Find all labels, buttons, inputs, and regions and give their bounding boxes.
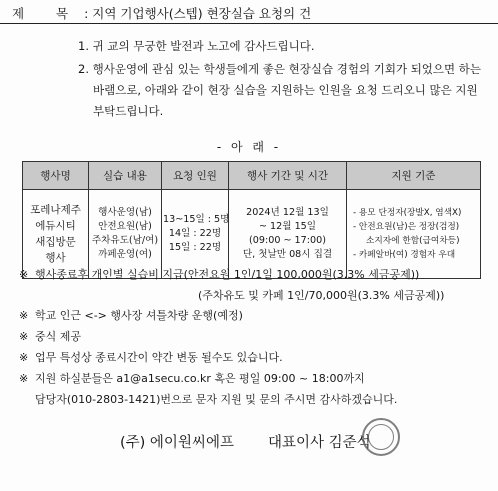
paragraph-1: 1. 귀 교의 무궁한 발전과 노고에 감사드립니다. <box>78 39 315 53</box>
note-item <box>19 266 419 282</box>
note-text: 업무 특성상 종료시간이 약간 변동 될수도 있습니다. <box>35 351 283 364</box>
note-text: 학교 인근 <-> 행사장 셔틀차량 운행(예정) <box>35 309 243 322</box>
period-line: 2024년 12월 13일 <box>246 207 329 218</box>
signature-name: 대표이사 김준석 <box>268 435 371 451</box>
note-item <box>198 287 444 303</box>
subject-text: : 지역 기업행사(스텝) 현장실습 요청의 건 <box>84 6 312 21</box>
criteria-line: 소지자에 한함(급여차등) <box>366 236 460 246</box>
note-text: 담당자(010-2803-1421)번으로 문자 지원 및 문의 주시면 감사하겠습니다. <box>35 393 398 406</box>
note-mark: ※ <box>19 372 29 385</box>
headcount-line: 15일 : 22명 <box>168 242 222 253</box>
event-line: 행사 <box>45 252 66 264</box>
section-title: - 아 래 - <box>216 140 282 154</box>
headcount-line: 13~15일 : 5명 <box>163 214 230 225</box>
note-item <box>19 328 81 344</box>
task-line: 안전요원(남) <box>98 221 152 232</box>
period-line: (09:00 ~ 17:00) <box>249 235 326 246</box>
period-line: ~ 12월 15일 <box>258 221 317 232</box>
note-item <box>19 307 243 323</box>
note-mark: ※ <box>19 268 29 281</box>
signature-company: (주) 에이원씨에프 <box>120 435 234 451</box>
paragraph-2: 2. 행사운영에 관심 있는 학생들에게 좋은 현장실습 경험의 기회가 되었으면 하는 <box>78 62 482 76</box>
note-text: 중식 제공 <box>35 330 82 343</box>
subject-divider <box>0 23 498 24</box>
header-event: 행사명 <box>23 162 89 190</box>
note-text: 행사종료후 개인별 실습비 지급(안전요원 1인/1일 100,000원(3.3% 세금공제)) <box>35 268 420 281</box>
schedule-table <box>22 161 481 279</box>
header-criteria: 지원 기준 <box>347 162 481 190</box>
subject-line <box>12 4 311 22</box>
header-headcount: 요청 인원 <box>162 162 229 190</box>
table-header-row <box>23 162 481 190</box>
task-line: 까페운영(여) <box>98 249 152 260</box>
subject-label: 제 목 <box>12 6 83 21</box>
note-text: (주차유도 및 카페 1인/70,000원(3.3% 세금공제)) <box>198 289 445 302</box>
event-line: 포레나제주 <box>30 204 81 216</box>
period-line: 단, 첫날만 08시 집결 <box>242 249 333 260</box>
header-period: 행사 기간 및 시간 <box>229 162 347 190</box>
criteria-line: - 카페알바(여) 경험자 우대 <box>353 250 456 260</box>
company-seal-icon <box>362 418 400 456</box>
note-item <box>35 391 397 407</box>
task-line: 행사운영(남) <box>98 207 152 218</box>
note-mark: ※ <box>19 351 29 364</box>
criteria-line: - 용모 단정자(장발X, 염색X) <box>353 208 462 218</box>
headcount-line: 14일 : 22명 <box>168 228 222 239</box>
criteria-line: - 안전요원(남)은 정장(검정) <box>353 222 460 232</box>
event-line: 에듀시티 <box>35 220 76 232</box>
task-line: 주차유도(남/여) <box>91 235 159 246</box>
note-item <box>19 370 365 386</box>
paragraph-2-end: 부탁드립니다. <box>93 104 164 118</box>
paragraph-2-cont: 바램으로, 아래와 같이 현장 실습을 지원하는 인원을 요청 드리오니 많은 지원 <box>93 83 478 97</box>
event-line: 새집방문 <box>35 236 76 248</box>
note-mark: ※ <box>19 309 29 322</box>
header-tasks: 실습 내용 <box>89 162 162 190</box>
note-text: 지원 하실분들은 a1@a1secu.co.kr 혹은 평일 09:00 ~ 18:00까지 <box>35 372 365 385</box>
note-mark: ※ <box>19 330 29 343</box>
note-item <box>19 349 283 365</box>
